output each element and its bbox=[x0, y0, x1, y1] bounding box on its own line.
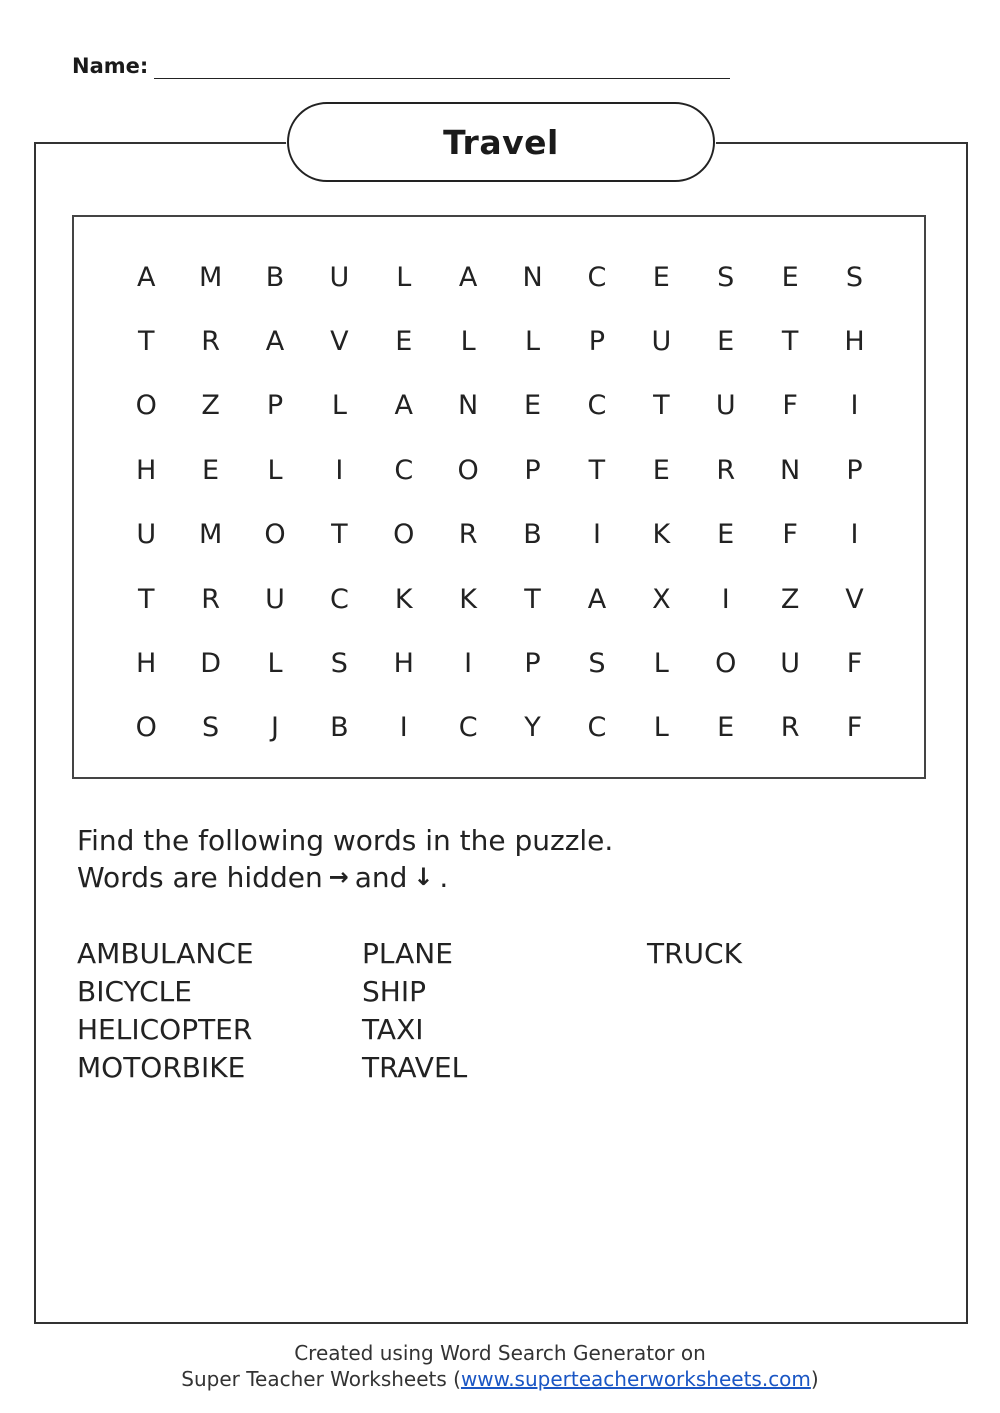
grid-cell[interactable]: U bbox=[780, 648, 800, 680]
instructions bbox=[77, 822, 613, 896]
grid-cell[interactable]: K bbox=[652, 519, 671, 551]
grid-cell[interactable]: R bbox=[201, 326, 220, 358]
page-title: Travel bbox=[443, 122, 559, 162]
grid-cell[interactable]: K bbox=[459, 583, 477, 615]
footer-line-2 bbox=[0, 1366, 1000, 1392]
grid-cell[interactable]: B bbox=[330, 712, 349, 744]
word-list-item: AMBULANCE bbox=[77, 937, 254, 970]
grid-cell[interactable]: S bbox=[845, 261, 864, 293]
word-list-item: BICYCLE bbox=[77, 975, 192, 1008]
title-banner bbox=[287, 102, 715, 182]
grid-cell[interactable]: O bbox=[393, 519, 415, 551]
grid-cell[interactable]: J bbox=[270, 712, 279, 744]
grid-cell[interactable]: R bbox=[780, 712, 800, 744]
grid-cell[interactable]: A bbox=[458, 261, 478, 293]
grid-cell[interactable]: A bbox=[265, 326, 285, 358]
name-label: Name: bbox=[72, 54, 149, 78]
grid-cell[interactable]: E bbox=[652, 454, 670, 486]
grid-cell[interactable]: U bbox=[265, 583, 285, 615]
grid-cell[interactable]: P bbox=[588, 326, 606, 358]
grid-cell[interactable]: V bbox=[330, 326, 349, 358]
grid-cell[interactable]: C bbox=[587, 390, 607, 422]
instruction-text-2: Words are hidden bbox=[77, 861, 323, 894]
grid-cell[interactable]: L bbox=[267, 454, 283, 486]
grid-cell[interactable]: U bbox=[329, 261, 350, 293]
grid-cell[interactable]: I bbox=[721, 583, 730, 615]
footer-suffix: ) bbox=[810, 1367, 819, 1391]
grid-cell[interactable]: E bbox=[717, 519, 735, 551]
grid-cell[interactable]: H bbox=[844, 326, 865, 358]
word-list-item: HELICOPTER bbox=[77, 1013, 253, 1046]
grid-cell[interactable]: O bbox=[264, 519, 286, 551]
grid-cell[interactable]: Z bbox=[201, 390, 220, 422]
footer bbox=[0, 1340, 1000, 1392]
grid-cell[interactable]: N bbox=[458, 390, 479, 422]
grid-cell[interactable]: I bbox=[850, 519, 859, 551]
grid-cell[interactable]: P bbox=[846, 454, 863, 486]
grid-cell[interactable]: E bbox=[652, 261, 670, 293]
grid-cell[interactable]: V bbox=[845, 583, 864, 615]
grid-cell[interactable]: B bbox=[265, 261, 285, 293]
grid-cell[interactable]: F bbox=[846, 648, 863, 680]
grid-cell[interactable]: B bbox=[523, 519, 542, 551]
grid-cell[interactable]: R bbox=[716, 454, 736, 486]
grid-cell[interactable]: S bbox=[202, 712, 220, 744]
grid-cell[interactable]: F bbox=[782, 519, 798, 551]
grid-cell[interactable]: C bbox=[587, 261, 607, 293]
word-list-item: SHIP bbox=[362, 975, 426, 1008]
grid-cell[interactable]: U bbox=[136, 519, 157, 551]
grid-cell[interactable]: L bbox=[396, 261, 412, 293]
grid-cell[interactable]: T bbox=[781, 326, 799, 358]
word-list-item: TRUCK bbox=[647, 937, 742, 970]
grid-cell[interactable]: I bbox=[464, 648, 473, 680]
grid-cell[interactable]: U bbox=[715, 390, 736, 422]
grid-cell[interactable]: C bbox=[458, 712, 478, 744]
grid-cell[interactable]: S bbox=[330, 648, 348, 680]
grid-cell[interactable]: P bbox=[524, 454, 541, 486]
grid-cell[interactable]: L bbox=[267, 648, 283, 680]
grid-cell[interactable]: T bbox=[653, 390, 670, 422]
grid-cell[interactable]: N bbox=[780, 454, 801, 486]
grid-cell[interactable]: D bbox=[200, 648, 221, 680]
grid-cell[interactable]: T bbox=[588, 454, 606, 486]
grid-cell[interactable]: I bbox=[335, 454, 344, 486]
word-list-item: PLANE bbox=[362, 937, 453, 970]
instruction-and: and bbox=[354, 861, 408, 894]
grid-cell[interactable]: F bbox=[846, 712, 863, 744]
grid-cell[interactable]: C bbox=[329, 583, 349, 615]
grid-cell[interactable]: Z bbox=[780, 583, 800, 615]
word-list-column-1 bbox=[77, 935, 337, 1087]
grid-cell[interactable]: U bbox=[651, 326, 672, 358]
grid-cell[interactable]: P bbox=[524, 648, 541, 680]
grid-cell[interactable]: R bbox=[458, 519, 478, 551]
grid-cell[interactable]: K bbox=[394, 583, 413, 615]
grid-cell[interactable]: I bbox=[399, 712, 408, 744]
word-search-grid bbox=[114, 245, 887, 760]
grid-cell[interactable]: E bbox=[717, 712, 735, 744]
grid-cell[interactable]: M bbox=[198, 261, 223, 293]
grid-cell[interactable]: X bbox=[652, 583, 671, 615]
instruction-line-2 bbox=[77, 859, 613, 896]
grid-cell[interactable]: E bbox=[395, 326, 413, 358]
footer-link[interactable]: www.superteacherworksheets.com bbox=[460, 1367, 811, 1391]
grid-cell[interactable]: P bbox=[266, 390, 284, 422]
grid-cell[interactable]: T bbox=[137, 583, 155, 615]
grid-cell[interactable]: L bbox=[331, 390, 347, 422]
grid-cell[interactable]: Y bbox=[524, 712, 541, 744]
grid-cell[interactable]: F bbox=[782, 390, 798, 422]
grid-cell[interactable]: O bbox=[135, 390, 157, 422]
instruction-period: . bbox=[439, 861, 449, 894]
grid-cell[interactable]: L bbox=[525, 326, 541, 358]
grid-cell[interactable]: H bbox=[136, 454, 157, 486]
grid-cell[interactable]: C bbox=[587, 712, 607, 744]
grid-cell[interactable]: A bbox=[394, 390, 413, 422]
grid-cell[interactable]: O bbox=[135, 712, 157, 744]
word-list-item: TAXI bbox=[362, 1013, 424, 1046]
grid-cell[interactable]: I bbox=[850, 390, 859, 422]
grid-cell[interactable]: L bbox=[653, 648, 669, 680]
word-list-column-3 bbox=[647, 935, 907, 973]
grid-cell[interactable]: R bbox=[201, 583, 220, 615]
grid-cell[interactable]: T bbox=[331, 519, 348, 551]
grid-cell[interactable]: H bbox=[136, 648, 157, 680]
name-input-line[interactable] bbox=[154, 78, 730, 79]
arrow-right-icon: → bbox=[328, 863, 349, 891]
word-list-column-2 bbox=[362, 935, 622, 1087]
grid-cell[interactable]: O bbox=[715, 648, 737, 680]
grid-cell[interactable]: E bbox=[202, 454, 220, 486]
footer-prefix: Super Teacher Worksheets ( bbox=[181, 1367, 461, 1391]
word-list-item: TRAVEL bbox=[362, 1051, 468, 1084]
grid-cell[interactable]: O bbox=[457, 454, 479, 486]
grid-cell[interactable]: E bbox=[524, 390, 542, 422]
instruction-text-1: Find the following words in the puzzle. bbox=[77, 824, 614, 857]
word-search-grid-box bbox=[72, 215, 926, 779]
arrow-down-icon: ↓ bbox=[413, 863, 434, 891]
grid-cell[interactable]: M bbox=[198, 519, 223, 551]
grid-cell[interactable]: A bbox=[587, 583, 607, 615]
grid-cell[interactable]: C bbox=[394, 454, 414, 486]
grid-cell[interactable]: H bbox=[393, 648, 414, 680]
grid-cell[interactable]: T bbox=[137, 326, 155, 358]
grid-cell[interactable]: T bbox=[524, 583, 541, 615]
grid-cell[interactable]: E bbox=[717, 326, 735, 358]
grid-cell[interactable]: L bbox=[653, 712, 669, 744]
grid-cell[interactable]: A bbox=[136, 261, 156, 293]
grid-cell[interactable]: I bbox=[592, 519, 601, 551]
word-list-item: MOTORBIKE bbox=[77, 1051, 246, 1084]
footer-line-1: Created using Word Search Generator on bbox=[294, 1341, 706, 1365]
instruction-line-1 bbox=[77, 822, 613, 859]
grid-cell[interactable]: S bbox=[588, 648, 606, 680]
grid-cell[interactable]: L bbox=[460, 326, 476, 358]
grid-cell[interactable]: N bbox=[522, 261, 543, 293]
grid-cell[interactable]: E bbox=[781, 261, 799, 293]
grid-cell[interactable]: S bbox=[717, 261, 735, 293]
